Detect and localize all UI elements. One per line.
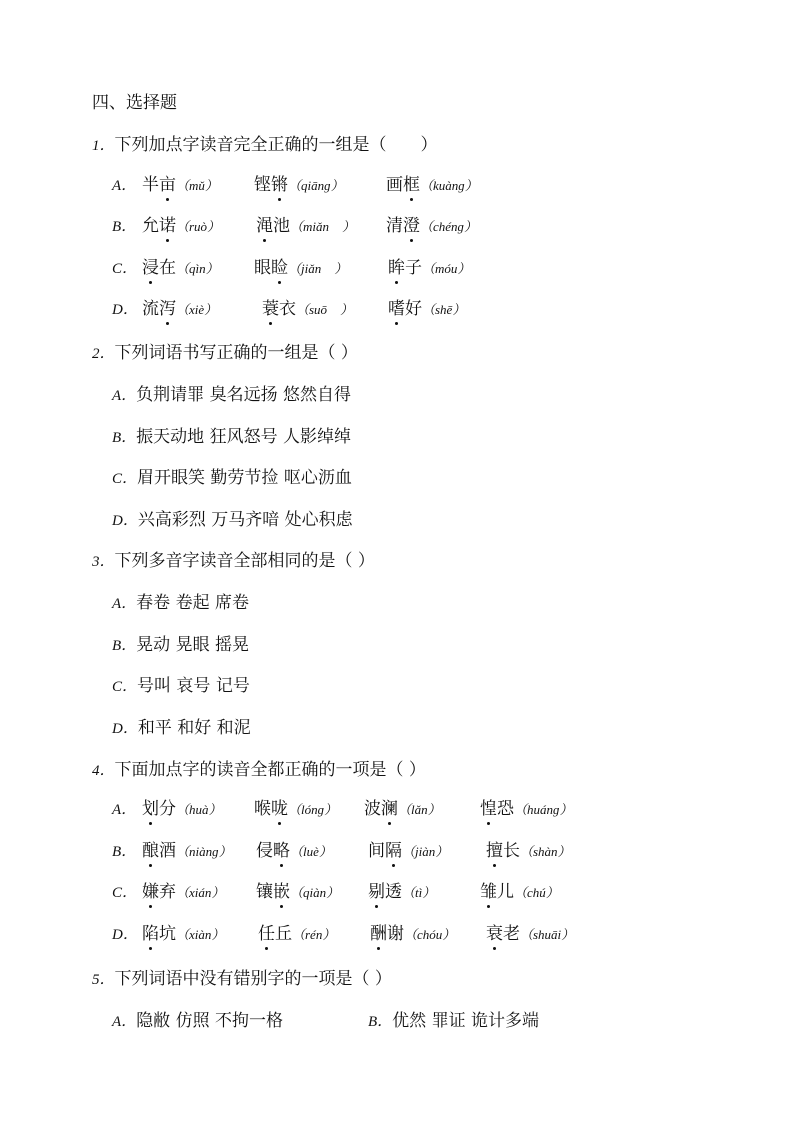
q2-option-c: C．眉开眼笑 勤劳节捡 呕心沥血 — [112, 468, 352, 488]
q3-option-c: C．号叫 哀号 记号 — [112, 676, 250, 696]
question-text: 下列多音字读音全部相同的是（ ） — [114, 551, 375, 571]
option-letter: A． — [112, 178, 137, 194]
word-item: 衰老（shuāi） — [486, 924, 575, 944]
question-text: 下列词语中没有错别字的一项是（ ） — [114, 969, 392, 989]
q1-option-b — [112, 215, 478, 238]
word-item: 半亩（mǔ） — [142, 175, 218, 195]
question-number: 2． — [92, 346, 115, 362]
word-item: 流泻（xiè） — [142, 299, 218, 319]
option-letter: B． — [112, 219, 137, 235]
question-2 — [92, 342, 358, 365]
section-title: 四、选择题 — [92, 93, 177, 113]
q5-option-a: A．隐敝 仿照 不拘一格 — [112, 1011, 283, 1031]
word-item: 间隔（jiàn） — [368, 841, 449, 861]
word-item: 嫌弃（xián） — [142, 882, 225, 902]
word-item: 任丘（rén） — [258, 924, 336, 944]
word-item: 嗜好（shē） — [388, 299, 466, 319]
q1-option-d — [112, 298, 466, 321]
word-item: 眼睑（jiǎn ） — [254, 258, 348, 278]
word-item: 眸子（móu） — [388, 258, 471, 278]
word-item: 铿锵（qiānɡ） — [254, 175, 344, 195]
question-1 — [92, 134, 438, 157]
word-item: 波澜（lǎn） — [364, 799, 441, 819]
q5-option-b: B．优然 罪证 诡计多端 — [368, 1011, 539, 1031]
question-number: 5． — [92, 972, 115, 988]
word-item: 酬谢（chóu） — [370, 924, 456, 944]
question-number: 1． — [92, 138, 115, 154]
word-item: 雏儿（chú） — [480, 882, 559, 902]
word-item: 蓑衣（suō ） — [262, 299, 354, 319]
q4-option-d: D． 陷坑（xiàn） 任丘（rén） 酬谢（chóu） 衰老（shuāi） — [112, 924, 575, 944]
q3-option-b: B．晃动 晃眼 摇晃 — [112, 635, 249, 655]
word-item: 渑池（miǎn ） — [256, 216, 356, 236]
question-4 — [92, 759, 426, 782]
word-item: 清澄（chénɡ） — [386, 216, 478, 236]
q2-option-d: D．兴高彩烈 万马齐喑 处心积虑 — [112, 510, 353, 530]
q4-option-a: A． 划分（huà） 喉咙（lónɡ） 波澜（lǎn） 惶恐（huánɡ） — [112, 799, 573, 819]
q4-option-b: B． 酿酒（niànɡ） 侵略（luè） 间隔（jiàn） 擅长（shàn） — [112, 841, 571, 861]
word-item: 镶嵌（qiàn） — [256, 882, 340, 902]
word-item: 剔透（tì） — [368, 882, 436, 902]
option-letter: D． — [112, 302, 138, 318]
q3-option-a: A．春卷 卷起 席卷 — [112, 593, 249, 613]
q1-option-a — [112, 174, 478, 197]
q4-option-c: C． 嫌弃（xián） 镶嵌（qiàn） 剔透（tì） 雏儿（chú） — [112, 882, 559, 902]
question-text: 下列词语书写正确的一组是（ ） — [114, 343, 358, 363]
question-5 — [92, 968, 392, 991]
question-text: 下面加点字的读音全都正确的一项是（ ） — [114, 760, 426, 780]
word-item: 擅长（shàn） — [486, 841, 571, 861]
option-letter: C． — [112, 261, 138, 277]
question-number: 4． — [92, 763, 115, 779]
word-item: 划分（huà） — [142, 799, 222, 819]
q3-option-d: D．和平 和好 和泥 — [112, 718, 251, 738]
word-item: 惶恐（huánɡ） — [480, 799, 573, 819]
q2-option-a: A．负荆请罪 臭名远扬 悠然自得 — [112, 385, 351, 405]
question-number: 3． — [92, 554, 115, 570]
question-text: 下列加点字读音完全正确的一组是（ ） — [114, 135, 438, 155]
q1-option-c — [112, 257, 471, 280]
word-item: 浸在（qìn） — [142, 258, 219, 278]
word-item: 喉咙（lónɡ） — [254, 799, 338, 819]
word-item: 画框（kuànɡ） — [386, 175, 478, 195]
word-item: 酿酒（niànɡ） — [142, 841, 232, 861]
word-item: 侵略（luè） — [256, 841, 332, 861]
question-3 — [92, 550, 375, 573]
q2-option-b: B．振天动地 狂风怒号 人影绰绰 — [112, 427, 351, 447]
word-item: 陷坑（xiàn） — [142, 924, 225, 944]
word-item: 允诺（ruò） — [142, 216, 221, 236]
